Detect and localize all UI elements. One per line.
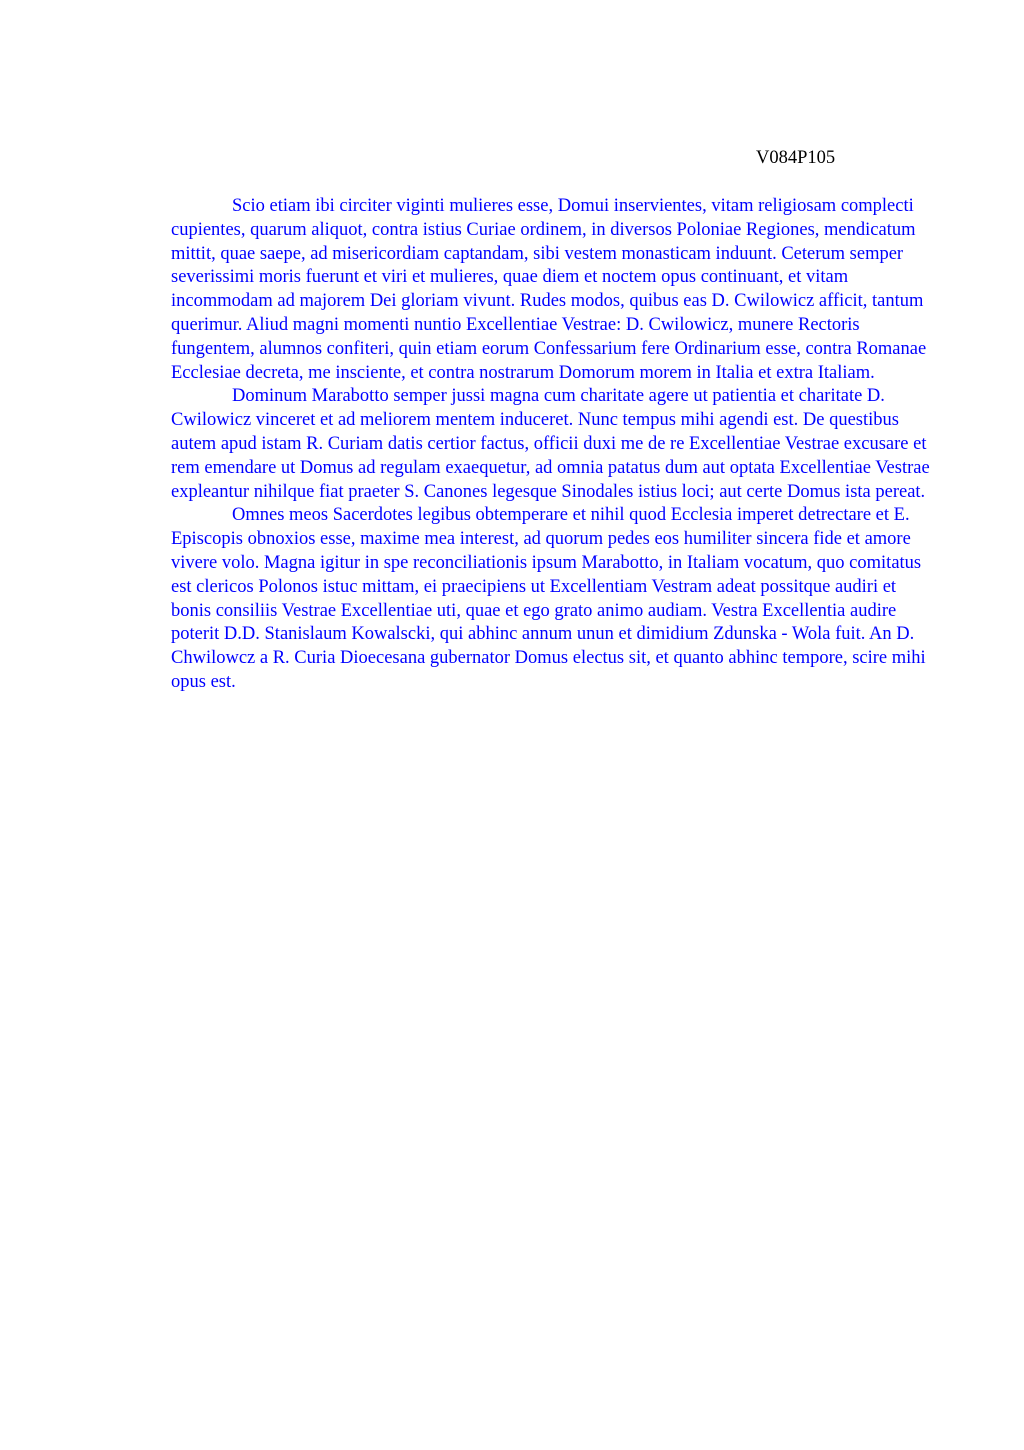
paragraph-3: Omnes meos Sacerdotes legibus obtemperare et nihil quod Ecclesia imperet detrectare et E. Episcopis obnoxios esse, maxime mea interest, ad quorum pedes eos humiliter sincera fide et amore vivere volo. Magna igitur in spe reconciliationis ipsum Marabotto, in Italiam vocatum, quo comitatus est clericos Polonos istuc mittam, ei praecipiens ut Excellentiam Vestram adeat possitque audiri et bonis consiliis Vestrae Excellentiae uti, quae et ego grato animo audiam. Vestra Excellentia audire poterit D.D. Stanislaum Kowalscki, qui abhinc annum unun et dimidium Zdunska - Wola fuit. An D. Chwilowcz a R. Curia Dioecesana gubernator Domus electus sit, et quanto abhinc tempore, scire mihi opus est. — [171, 505, 926, 692]
document-body — [171, 195, 931, 695]
paragraph-2: Dominum Marabotto semper jussi magna cum charitate agere ut patientia et charitate D. Cwilowicz vinceret et ad meliorem mentem induceret. Nunc tempus mihi agendi est. De questibus autem apud istam R. Curiam datis certior factus, officii duxi me de re Excellentiae Vestrae excusare et rem emendare ut Domus ad regulam exaequetur, ad omnia patatus dum aut optata Excellentiae Vestrae expleantur nihilque fiat praeter S. Canones legesque Sinodales istius loci; aut certe Domus ista pereat. — [171, 386, 930, 502]
page-reference: V084P105 — [756, 148, 836, 168]
paragraph-1: Scio etiam ibi circiter viginti mulieres esse, Domui inservientes, vitam religiosam complecti cupientes, quarum aliquot, contra istius Curiae ordinem, in diversos Poloniae Regiones, mendicatum mittit, quae saepe, ad misericordiam captandam, sibi vestem monasticam induunt. Ceterum semper severissimi moris fuerunt et viri et mulieres, quae diem et noctem opus continuant, et vitam incommodam ad majorem Dei gloriam vivunt. Rudes modos, quibus eas D. Cwilowicz afficit, tantum querimur. Aliud magni momenti nuntio Excellentiae Vestrae: D. Cwilowicz, munere Rectoris fungentem, alumnos confiteri, quin etiam eorum Confessarium fere Ordinarium esse, contra Romanae Ecclesiae decreta, me insciente, et contra nostrarum Domorum morem in Italia et extra Italiam. — [171, 196, 927, 383]
